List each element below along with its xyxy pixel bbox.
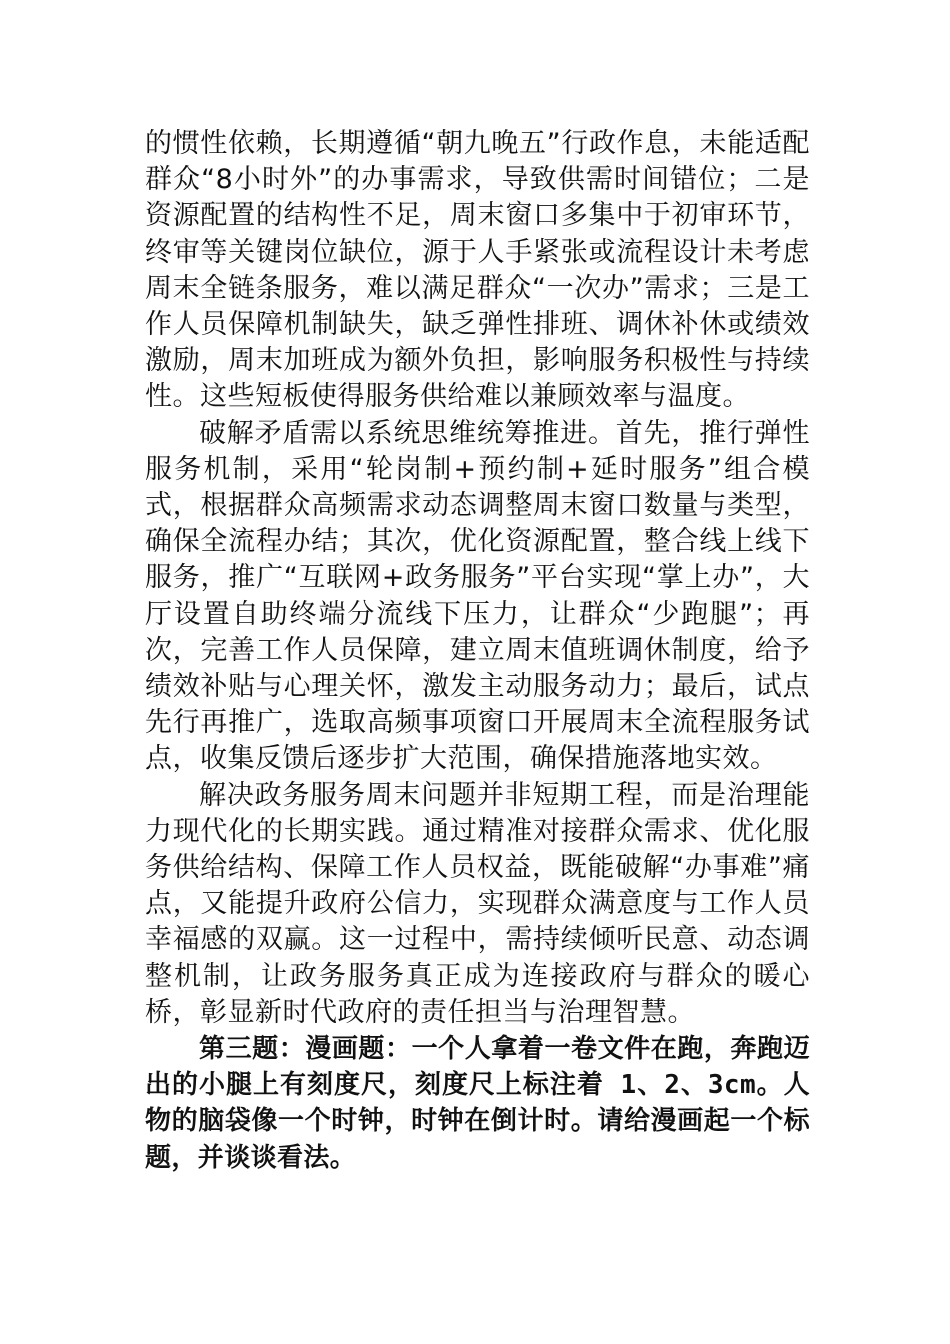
paragraph-continued: 的惯性依赖，长期遵循“朝九晚五”行政作息，未能适配群众“8小时外”的办事需求，导致供需时间错位；二是资源配置的结构性不足，周末窗口多集中于初审环节，终审等关键岗位缺位，源于人手紧张或流程设计未考虑周末全链条服务，难以满足群众“一次办”需求；三是工作人员保障机制缺失，缺乏弹性排班、调休补休或绩效激励，周末加班成为额外负担，影响服务积极性与持续性。这些短板使得服务供给难以兼顾效率与温度。 [145, 128, 810, 413]
document-body [145, 126, 810, 1176]
paragraph-conclusion: 解决政务服务周末问题并非短期工程，而是治理能力现代化的长期实践。通过精准对接群众需求、优化服务供给结构、保障工作人员权益，既能破解“办事难”痛点，又能提升政府公信力，实现群众满意度与工作人员幸福感的双赢。这一过程中，需持续倾听民意、动态调整机制，让政务服务真正成为连接政府与群众的暖心桥，彰显新时代政府的责任担当与治理智慧。 [145, 779, 810, 1028]
question-three: 第三题：漫画题：一个人拿着一卷文件在跑，奔跑迈出的小腿上有刻度尺，刻度尺上标注着 1、2、3cm。人物的脑袋像一个时钟，时钟在倒计时。请给漫画起一个标题，并谈谈看法。 [145, 1034, 810, 1173]
paragraph-solutions: 破解矛盾需以系统思维统筹推进。首先，推行弹性服务机制，采用“轮岗制+预约制+延时服务”组合模式，根据群众高频需求动态调整周末窗口数量与类型，确保全流程办结；其次，优化资源配置，整合线上线下服务，推广“互联网+政务服务”平台实现“掌上办”，大厅设置自助终端分流线下压力，让群众“少跑腿”；再次，完善工作人员保障，建立周末值班调休制度，给予绩效补贴与心理关怀，激发主动服务动力；最后，试点先行再推广，选取高频事项窗口开展周末全流程服务试点，收集反馈后逐步扩大范围，确保措施落地实效。 [145, 417, 810, 775]
